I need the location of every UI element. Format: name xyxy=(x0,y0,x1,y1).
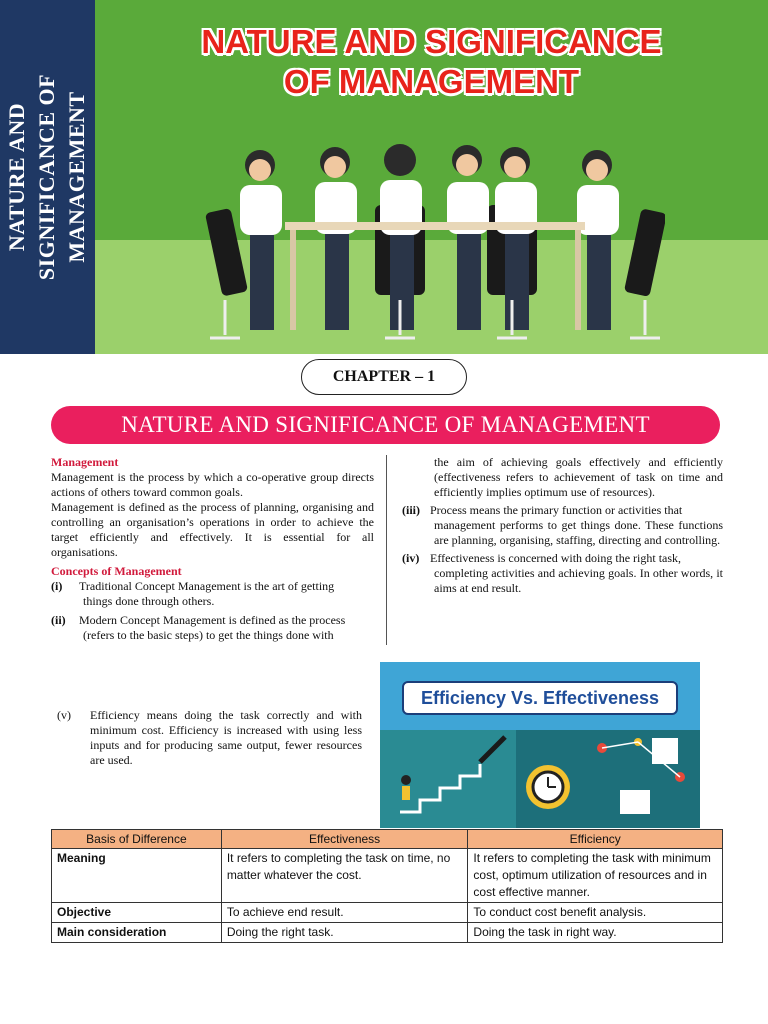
list-item: (iii) Process means the primary function or activities that xyxy=(402,503,683,517)
list-item-continuation: (refers to the basic steps) to get the things done with xyxy=(83,628,334,642)
comparison-table xyxy=(51,829,723,943)
chapter-label: CHAPTER – 1 xyxy=(301,359,467,395)
management-heading: Management xyxy=(51,455,119,469)
list-item: (iv) Effectiveness is concerned with doing the right task, xyxy=(402,551,682,565)
table-cell: Doing the task in right way. xyxy=(468,923,723,943)
section-heading: NATURE AND SIGNIFICANCE OF MANAGEMENT xyxy=(51,406,720,444)
list-item: (i) Traditional Concept Management is the art of getting xyxy=(51,579,335,593)
table-cell: Main consideration xyxy=(52,923,222,943)
table-row xyxy=(52,849,723,903)
right-column xyxy=(402,455,723,596)
chapter-sidebar xyxy=(0,0,95,354)
concepts-heading: Concepts of Management xyxy=(51,564,182,578)
sidebar-title: NATURE AND SIGNIFICANCE OF MANAGEMENT xyxy=(4,73,89,281)
table-cell: Meaning xyxy=(52,849,222,903)
banner-title: NATURE AND SIGNIFICANCE OF MANAGEMENT xyxy=(201,23,662,100)
list-item-continuation: completing activities and achieving goals. In other words, it aims at end result. xyxy=(434,566,723,595)
list-item: (ii) Modern Concept Management is defined as the process xyxy=(51,613,346,627)
table-cell: To conduct cost benefit analysis. xyxy=(468,903,723,923)
efficiency-infographic xyxy=(380,662,700,828)
management-definition-2: Management is defined as the process of planning, organising and controlling an organisation’s operations in order to achieve the target efficiently and effectively. It is essential for all organisations. xyxy=(51,500,374,559)
cover-banner xyxy=(95,0,768,354)
table-cell: It refers to completing the task with minimum cost, optimum utilization of resources and in cost effective manner. xyxy=(468,849,723,903)
list-item-continuation: the aim of achieving goals effectively and efficiently (effectiveness refers to achievement of task on time and efficiently implies optimum use of resources). xyxy=(434,455,723,499)
left-column xyxy=(51,455,374,643)
table-cell: It refers to completing the task on time, no matter whatever the cost. xyxy=(221,849,468,903)
table-header: Basis of Difference xyxy=(52,830,222,849)
table-header: Effectiveness xyxy=(221,830,468,849)
infographic-title: Efficiency Vs. Effectiveness xyxy=(402,681,678,715)
table-row xyxy=(52,903,723,923)
table-header-row xyxy=(52,830,723,849)
table-cell: Objective xyxy=(52,903,222,923)
table-cell: To achieve end result. xyxy=(221,903,468,923)
efficiency-item: (v) Efficiency means doing the task correctly and with minimum cost. Efficiency is increased with using less inputs and for producing same output, fewer resources are used. xyxy=(57,708,362,767)
meeting-illustration xyxy=(205,140,665,345)
column-divider xyxy=(386,455,387,645)
list-item-continuation: things done through others. xyxy=(83,594,215,608)
table-cell: Doing the right task. xyxy=(221,923,468,943)
table-row xyxy=(52,923,723,943)
list-item-continuation: management performs to get things done. These functions are planning, organising, staffing, directing and controlling. xyxy=(434,518,723,547)
management-definition-1: Management is the process by which a co-operative group directs actions of others toward common goals. xyxy=(51,470,374,499)
table-header: Efficiency xyxy=(468,830,723,849)
